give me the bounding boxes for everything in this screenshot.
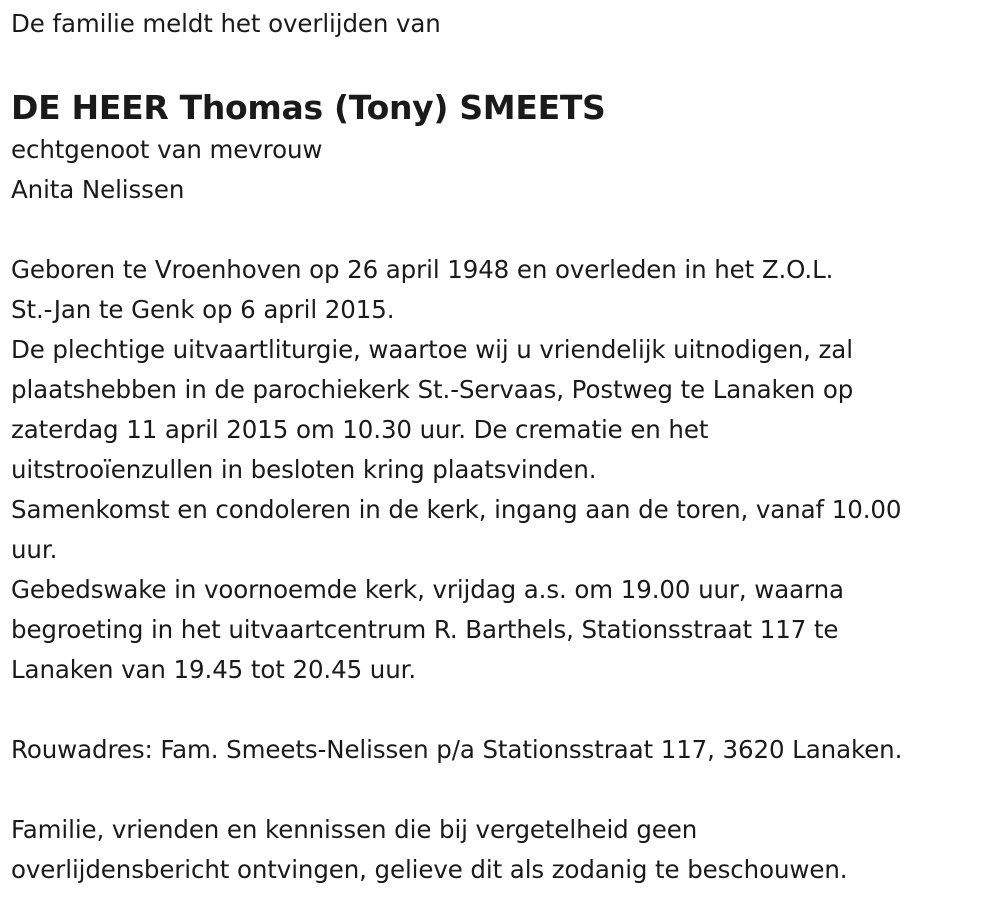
details-line: begroeting in het uitvaartcentrum R. Barthels, Stationsstraat 117 te [11,615,839,644]
obituary-notice [11,0,986,890]
deceased-name: DE HEER Thomas (Tony) SMEETS [11,88,606,127]
intro-text: De familie meldt het overlijden van [11,9,441,38]
details-line: Gebedswake in voornoemde kerk, vrijdag a.s. om 19.00 uur, waarna [11,575,844,604]
details-line: Geboren te Vroenhoven op 26 april 1948 en overleden in het Z.O.L. [11,255,834,284]
closing-line: Familie, vrienden en kennissen die bij vergetelheid geen [11,815,698,844]
details-line: Samenkomst en condoleren in de kerk, ingang aan de toren, vanaf 10.00 [11,495,902,524]
spouse-line-2: Anita Nelissen [11,175,185,204]
mourning-address: Rouwadres: Fam. Smeets-Nelissen p/a Stationsstraat 117, 3620 Lanaken. [11,735,903,764]
details-line: St.-Jan te Genk op 6 april 2015. [11,295,395,324]
spacer [11,770,986,810]
spacer [11,210,986,250]
details-line: uur. [11,535,58,564]
closing-line: overlijdensbericht ontvingen, gelieve dit als zodanig te beschouwen. [11,855,848,884]
spacer [11,690,986,730]
details-line: De plechtige uitvaartliturgie, waartoe wij u vriendelijk uitnodigen, zal [11,335,853,364]
details-line: zaterdag 11 april 2015 om 10.30 uur. De crematie en het [11,415,709,444]
details-line: plaatshebben in de parochiekerk St.-Servaas, Postweg te Lanaken op [11,375,854,404]
spouse-line-1: echtgenoot van mevrouw [11,135,323,164]
details-line: uitstrooïenzullen in besloten kring plaatsvinden. [11,455,597,484]
details-line: Lanaken van 19.45 tot 20.45 uur. [11,655,417,684]
